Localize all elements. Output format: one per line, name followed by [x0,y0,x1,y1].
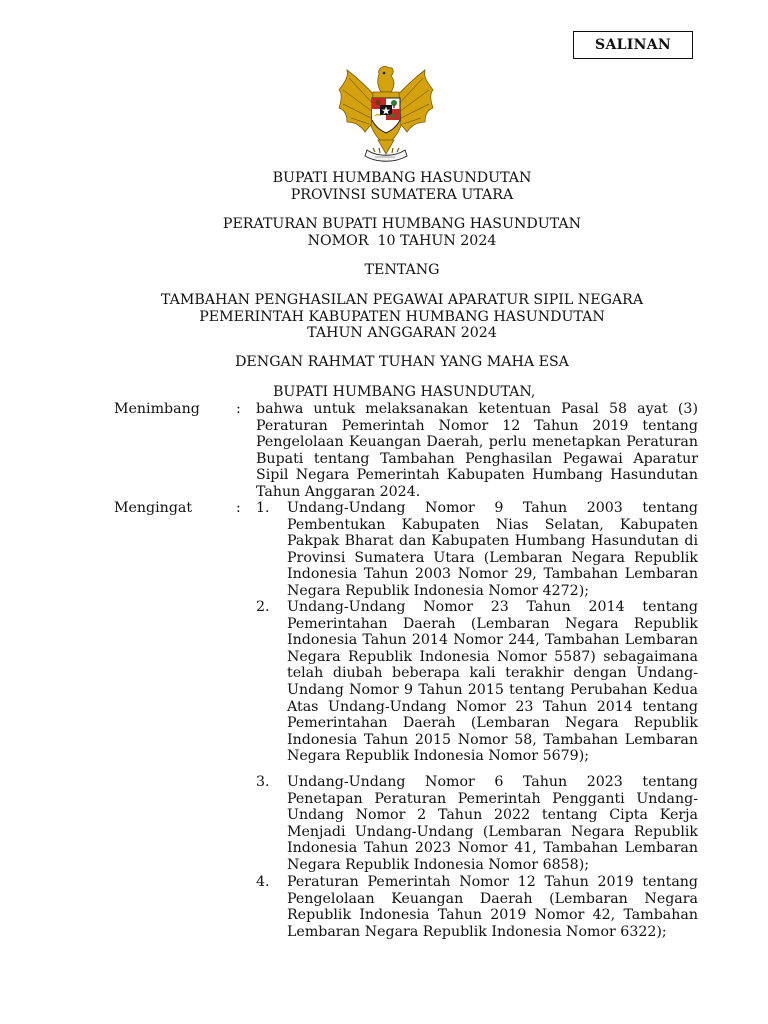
salinan-stamp: SALINAN [573,31,693,59]
subject-line-2: PEMERINTAH KABUPATEN HUMBANG HASUNDUTAN [199,308,605,325]
mengingat-item-number: 1. [256,500,270,516]
regulation-subject [100,292,704,342]
issuer-header [100,170,704,203]
regulation-title [100,216,704,249]
menimbang-text: bahwa untuk melaksanakan ketentuan Pasal 58 ayat (3) Peraturan Pemerintah Nomor 12 Tahun 2019 tentang Pengelolaan Keuangan Daerah, perlu menetapkan Peraturan Bupati tentang Tambahan Penghasilan Pegawai Aparatur Sipil Negara Pemerintah Kabupaten Humbang Hasundutan Tahun Anggaran 2024. [256,401,698,500]
regulation-line-1: PERATURAN BUPATI HUMBANG HASUNDUTAN [222,216,582,232]
official-title: BUPATI HUMBANG HASUNDUTAN, [273,384,536,400]
mengingat-item-number: 3. [256,774,270,790]
mengingat-item-number: 2. [256,599,270,615]
mengingat-item-number: 4. [256,874,270,890]
mengingat-colon: : [236,500,241,516]
mengingat-item: Undang-Undang Nomor 6 Tahun 2023 tentang Penetapan Peraturan Pemerintah Pengganti Undang-Undang Nomor 2 Tahun 2022 tentang Cipta Kerja Menjadi Undang-Undang (Lembaran Negara Republik Indonesia Tahun 2023 Nomor 41, Tambahan Lembaran Negara Republik Indonesia Nomor 6858); [287,774,698,873]
subject-line-3: TAHUN ANGGARAN 2024 [307,325,497,342]
mengingat-label: Mengingat [114,500,193,516]
mengingat-item: Undang-Undang Nomor 23 Tahun 2014 tentang Pemerintahan Daerah (Lembaran Negara Republik Indonesia Tahun 2014 Nomor 244, Tambahan Lembaran Negara Republik Indonesia Nomor 5587) sebagaimana telah diubah beberapa kali terakhir dengan Undang-Undang Nomor 9 Tahun 2015 tentang Perubahan Kedua Atas Undang-Undang Nomor 23 Tahun 2014 tentang Pemerintahan Daerah (Lembaran Negara Republik Indonesia Tahun 2015 Nomor 58, Tambahan Lembaran Negara Republik Indonesia Nomor 5679); [287,599,698,765]
mengingat-item: Peraturan Pemerintah Nomor 12 Tahun 2019 tentang Pengelolaan Keuangan Daerah (Lembaran Negara Republik Indonesia Tahun 2019 Nomor 42, Tambahan Lembaran Negara Republik Indonesia Nomor 6322); [287,874,698,940]
menimbang-colon: : [236,401,241,417]
mengingat-item: Undang-Undang Nomor 9 Tahun 2003 tentang Pembentukan Kabupaten Nias Selatan, Kabupaten Pakpak Bharat dan Kabupaten Humbang Hasundutan di Provinsi Sumatera Utara (Lembaran Negara Republik Indonesia Tahun 2003 Nomor 29, Tambahan Lembaran Negara Republik Indonesia Nomor 4272); [287,500,698,599]
menimbang-label: Menimbang [114,401,200,417]
regulation-number: NOMOR 10 TAHUN 2024 [307,232,497,249]
blessing-line: DENGAN RAHMAT TUHAN YANG MAHA ESA [235,354,569,370]
subject-line-1: TAMBAHAN PENGHASILAN PEGAWAI APARATUR SIPIL NEGARA [160,292,644,308]
issuer-line-1: BUPATI HUMBANG HASUNDUTAN [272,170,532,186]
issuer-line-2: PROVINSI SUMATERA UTARA [290,186,514,203]
garuda-pancasila-emblem-icon [333,64,439,166]
tentang-heading: TENTANG [364,262,440,278]
